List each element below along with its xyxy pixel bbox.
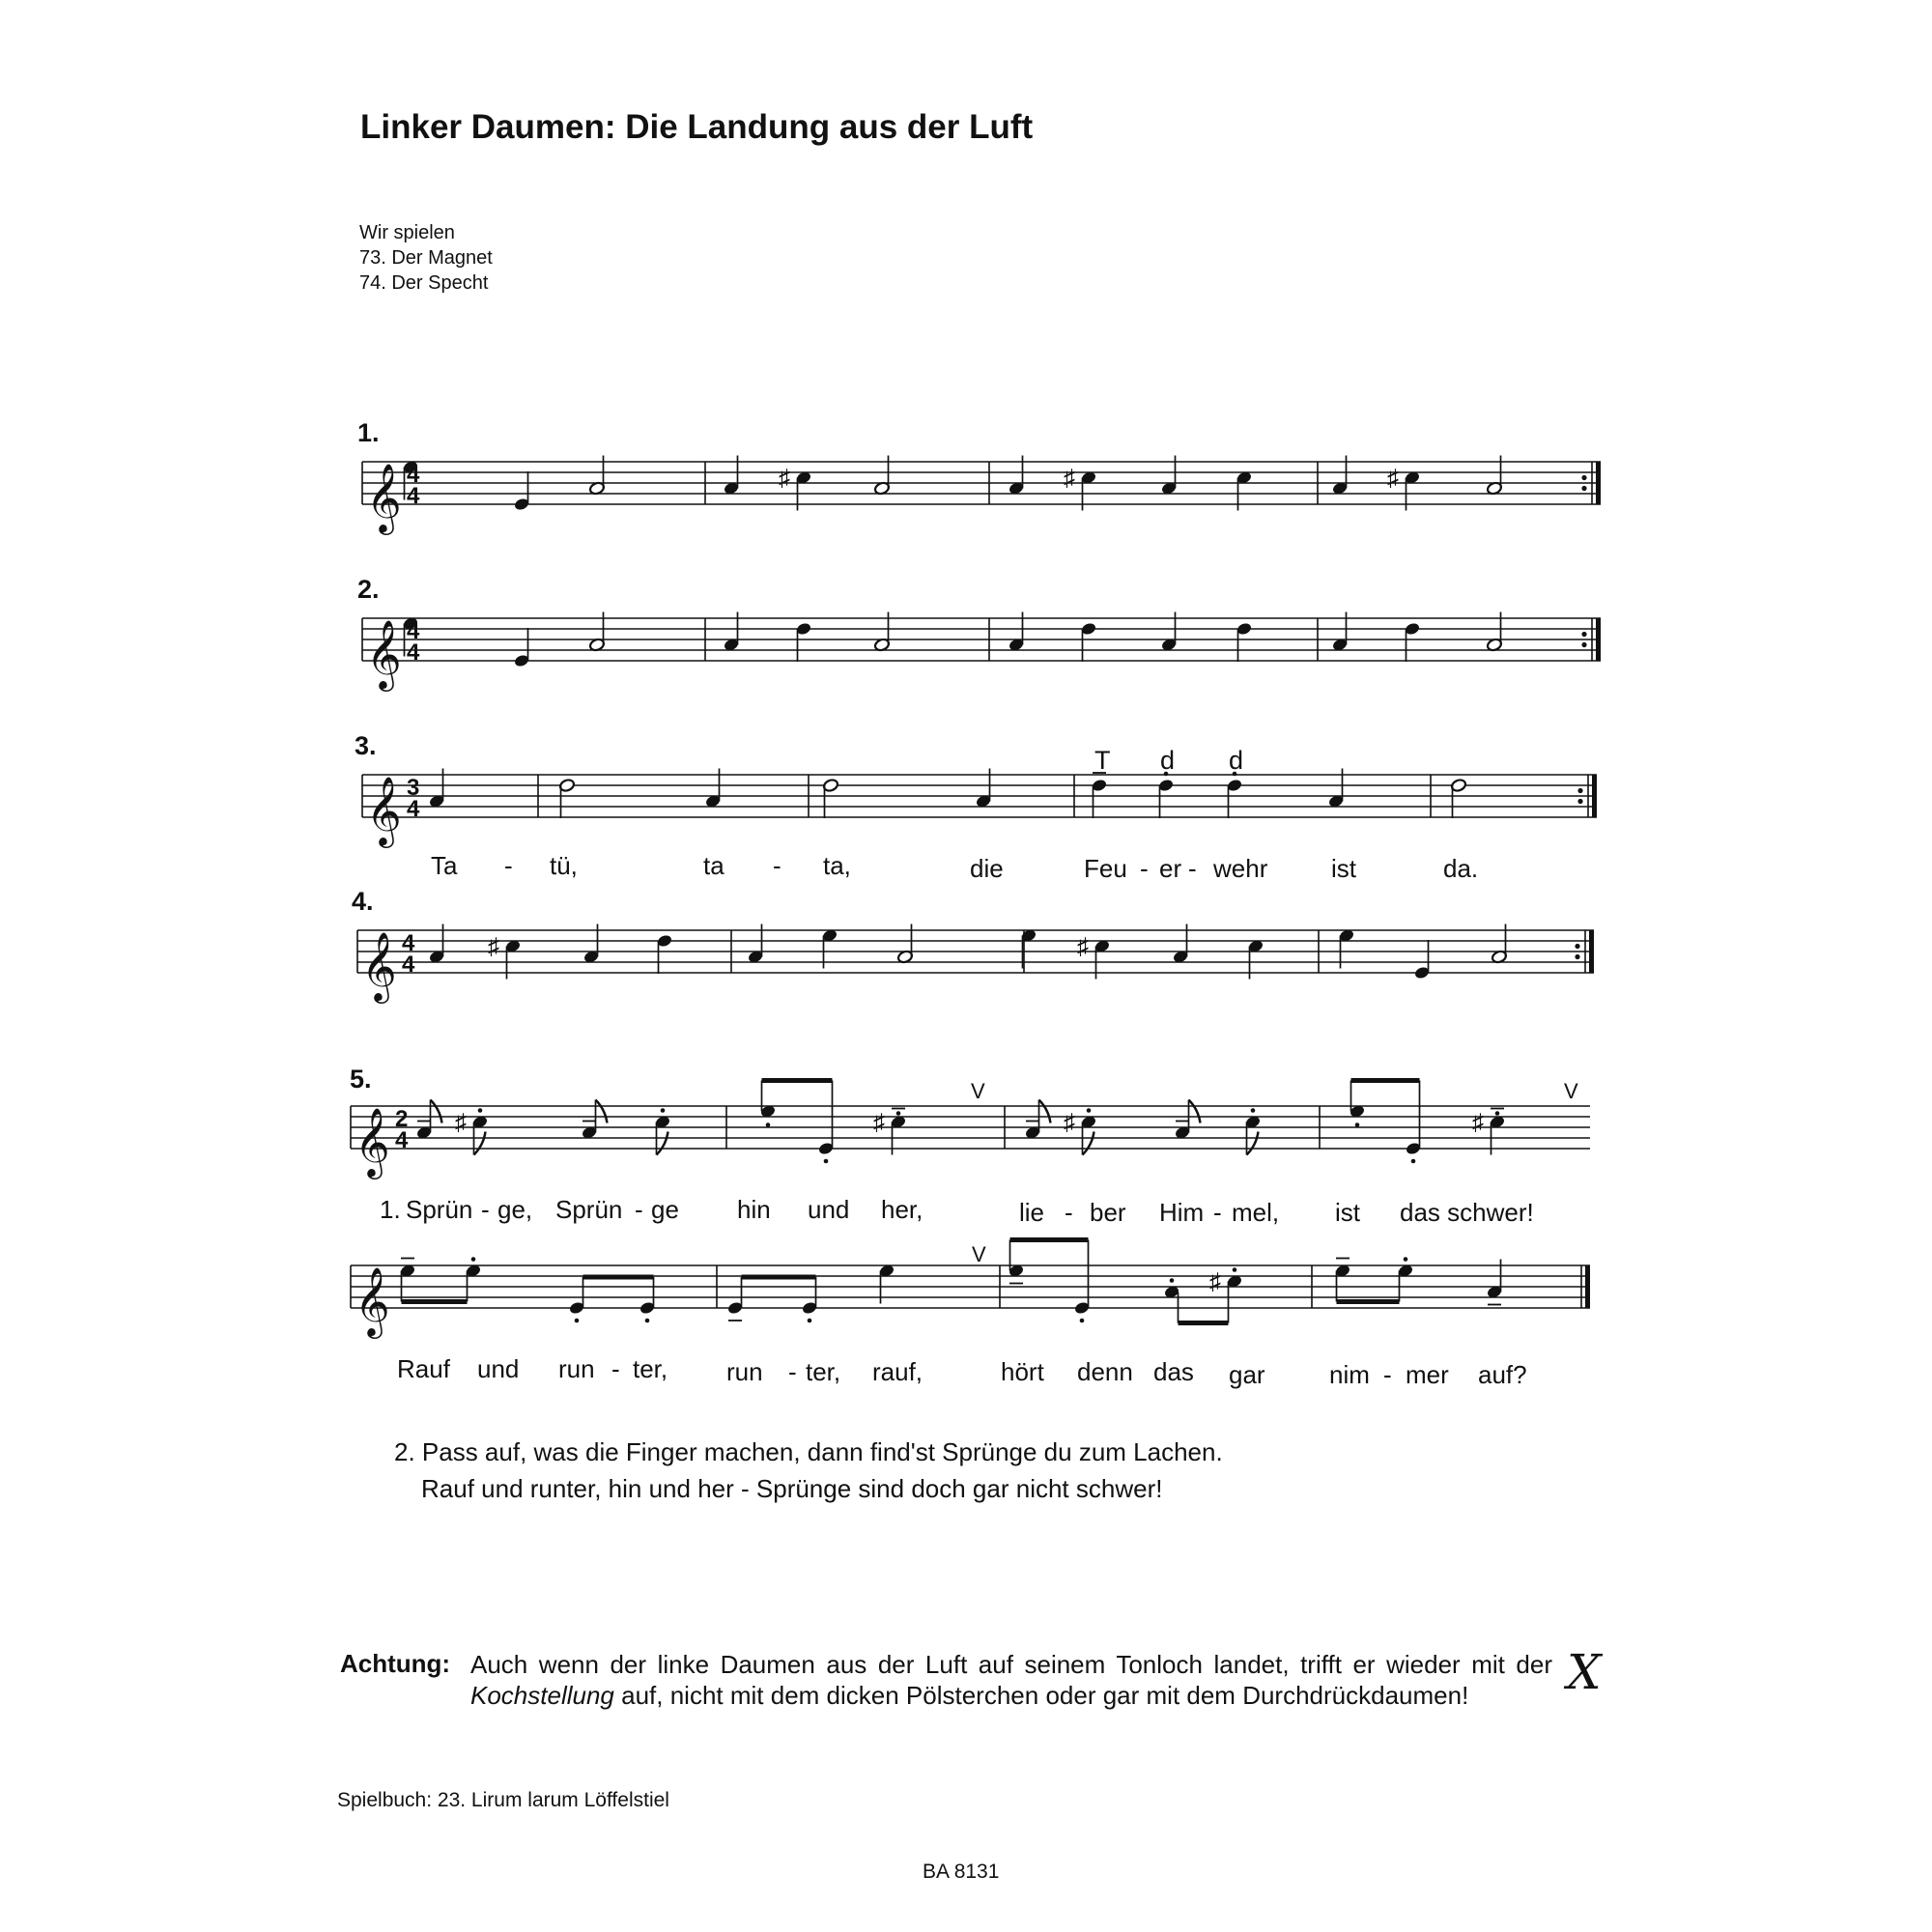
treble-clef-icon: 𝄞: [355, 1265, 390, 1336]
eighth-flag: [431, 1100, 442, 1123]
sharp-sign: ♯: [1209, 1268, 1221, 1295]
lyric-syllable: -: [1188, 854, 1197, 883]
lyric-syllable: -: [611, 1354, 620, 1383]
repeat-dot: [1577, 799, 1582, 804]
verse-line: 2. Pass auf, was die Finger machen, dann find'st Sprünge du zum Lachen.: [394, 1437, 1223, 1466]
lyric-syllable: mer: [1406, 1360, 1449, 1389]
lyric-syllable: und: [477, 1354, 520, 1383]
breath-mark: V: [1564, 1079, 1578, 1103]
lyric-syllable: run: [558, 1354, 595, 1383]
final-barline: [1596, 462, 1601, 504]
lyric-syllable: hört: [1001, 1357, 1044, 1386]
staccato-dot: [1170, 1278, 1175, 1283]
final-barline: [1592, 775, 1597, 817]
lyric-syllable: Sprün: [406, 1195, 473, 1224]
intro-line: Wir spielen: [359, 222, 455, 243]
lyric-syllable: ter,: [806, 1357, 841, 1386]
treble-clef-icon: 𝄞: [361, 930, 397, 1001]
time-signature-bottom: 4: [407, 483, 420, 509]
lyric-syllable: ist: [1335, 1198, 1360, 1227]
articulation-letter: T: [1094, 746, 1111, 775]
lyric-syllable: -: [1065, 1198, 1073, 1227]
staccato-dot: [1233, 1267, 1237, 1272]
staccato-dot: [478, 1108, 483, 1113]
catalog-number: BA 8131: [923, 1861, 1000, 1883]
verse-line: Rauf und runter, hin und her - Sprünge sind doch gar nicht schwer!: [421, 1474, 1163, 1503]
time-signature-bottom: 4: [395, 1127, 409, 1153]
staccato-dot: [824, 1159, 829, 1164]
lyric-syllable: da.: [1443, 854, 1479, 883]
intro-line: 73. Der Magnet: [359, 247, 493, 269]
eighth-flag: [1083, 1132, 1094, 1155]
lyric-syllable: ge: [651, 1195, 679, 1224]
lyric-syllable: -: [788, 1357, 797, 1386]
exercise-number: 2.: [357, 575, 380, 604]
final-barline: [1589, 930, 1594, 973]
lyric-syllable: ber: [1090, 1198, 1126, 1227]
lyric-syllable: das: [1153, 1357, 1194, 1386]
sharp-sign: ♯: [1472, 1109, 1484, 1136]
repeat-dot: [1581, 475, 1586, 480]
repeat-dot: [1581, 486, 1586, 491]
time-signature-top: 4: [402, 930, 415, 956]
lyric-syllable: nim: [1329, 1360, 1370, 1389]
repeat-dot: [1581, 632, 1586, 637]
time-signature-top: 4: [407, 462, 420, 488]
eighth-flag: [657, 1132, 668, 1155]
time-signature-top: 4: [407, 618, 420, 644]
exercise-number: 5.: [350, 1065, 372, 1094]
verse-2: [394, 1434, 1223, 1507]
eighth-flag: [1039, 1100, 1051, 1123]
lyric-syllable: er: [1159, 854, 1182, 883]
repeat-dot: [1581, 642, 1586, 647]
final-barline: [1585, 1265, 1590, 1308]
eighth-flag: [1189, 1100, 1201, 1123]
lyric-syllable: -: [481, 1195, 490, 1224]
lyric-syllable: ist: [1331, 854, 1356, 883]
lyric-syllable: Ta: [431, 851, 458, 880]
exercise-number: 3.: [355, 731, 377, 760]
treble-clef-icon: 𝄞: [366, 462, 402, 532]
lyric-syllable: Him: [1159, 1198, 1205, 1227]
staccato-dot: [1404, 1257, 1408, 1262]
attention-text-part: Auch wenn der linke Daumen aus der Luft auf seinem Tonloch landet, trifft er wieder mit der: [470, 1650, 1552, 1679]
lyric-syllable: gar: [1229, 1360, 1265, 1389]
sharp-sign: ♯: [873, 1109, 885, 1136]
sharp-sign: ♯: [779, 465, 790, 492]
staccato-dot: [661, 1108, 666, 1113]
treble-clef-icon: 𝄞: [366, 618, 402, 689]
lyric-syllable: -: [635, 1195, 643, 1224]
eighth-flag: [474, 1132, 486, 1155]
exercise-number: 4.: [352, 887, 374, 916]
staccato-dot: [1080, 1319, 1085, 1323]
intro-line: 74. Der Specht: [359, 272, 489, 294]
x-symbol: X: [1567, 1644, 1602, 1700]
lyric-syllable: Sprün: [555, 1195, 623, 1224]
lyric-syllable: run: [726, 1357, 763, 1386]
sharp-sign: ♯: [488, 933, 499, 960]
lyric-syllable: die: [970, 854, 1004, 883]
lyric-syllable: denn: [1077, 1357, 1133, 1386]
lyric-syllable: -: [773, 851, 781, 880]
staccato-dot: [575, 1319, 580, 1323]
lyric-syllable: her,: [881, 1195, 923, 1224]
staccato-dot: [1411, 1159, 1416, 1164]
time-signature-bottom: 4: [407, 796, 420, 822]
lyric-syllable: -: [1140, 854, 1149, 883]
staccato-dot: [645, 1319, 650, 1323]
lyric-syllable: -: [504, 851, 513, 880]
lyric-syllable: -: [1213, 1198, 1222, 1227]
sharp-sign: ♯: [455, 1109, 467, 1136]
articulation-letter: d: [1160, 746, 1176, 775]
treble-clef-icon: 𝄞: [366, 775, 402, 845]
attention-label: Achtung:: [340, 1649, 451, 1678]
lyric-syllable: tü,: [550, 851, 578, 880]
attention-italic-term: Kochstellung: [470, 1681, 614, 1710]
sharp-sign: ♯: [1077, 933, 1089, 960]
staccato-dot: [1087, 1108, 1092, 1113]
sharp-sign: ♯: [1064, 465, 1075, 492]
attention-text-part: auf, nicht mit dem dicken Pölsterchen oder gar mit dem Durchdrückdaumen!: [621, 1681, 1469, 1710]
lyric-syllable: Rauf: [397, 1354, 450, 1383]
sharp-sign: ♯: [1387, 465, 1399, 492]
lyric-syllable: und: [808, 1195, 850, 1224]
treble-clef-icon: 𝄞: [355, 1106, 390, 1177]
repeat-dot: [1575, 944, 1579, 949]
lyric-syllable: auf?: [1478, 1360, 1527, 1389]
time-signature-bottom: 4: [407, 639, 420, 666]
eighth-flag: [596, 1100, 608, 1123]
breath-mark: V: [972, 1242, 986, 1266]
lyric-syllable: hin: [737, 1195, 771, 1224]
page-title: Linker Daumen: Die Landung aus der Luft: [360, 108, 1034, 146]
time-signature-top: 3: [407, 775, 420, 801]
lyric-syllable: mel,: [1232, 1198, 1280, 1227]
time-signature-top: 2: [395, 1106, 409, 1132]
exercise-number: 1.: [357, 418, 380, 447]
breath-mark: V: [971, 1079, 985, 1103]
lyric-syllable: ta: [703, 851, 724, 880]
lyric-syllable: ge,: [497, 1195, 533, 1224]
repeat-dot: [1577, 788, 1582, 793]
staccato-dot: [1251, 1108, 1256, 1113]
spielbuch-reference: Spielbuch: 23. Lirum larum Löffelstiel: [337, 1789, 669, 1811]
eighth-flag: [1247, 1132, 1259, 1155]
staccato-dot: [808, 1319, 812, 1323]
lyric-syllable: ter,: [633, 1354, 668, 1383]
lyric-syllable: Feu: [1084, 854, 1127, 883]
lyric-syllable: ta,: [823, 851, 851, 880]
time-signature-bottom: 4: [402, 952, 415, 978]
staccato-dot: [766, 1122, 771, 1127]
lyric-syllable: rauf,: [872, 1357, 923, 1386]
lyric-syllable: lie: [1019, 1198, 1045, 1227]
lyric-syllable: wehr: [1213, 854, 1268, 883]
lyric-syllable: 1.: [380, 1195, 401, 1224]
lyric-syllable: -: [1383, 1360, 1392, 1389]
repeat-dot: [1575, 954, 1579, 959]
articulation-letter: d: [1229, 746, 1244, 775]
final-barline: [1596, 618, 1601, 661]
staccato-dot: [1495, 1111, 1500, 1116]
sharp-sign: ♯: [1064, 1109, 1075, 1136]
staccato-dot: [896, 1111, 901, 1116]
staccato-dot: [1355, 1122, 1360, 1127]
staccato-dot: [471, 1257, 476, 1262]
lyric-syllable: das schwer!: [1400, 1198, 1534, 1227]
attention-text: [470, 1649, 1552, 1711]
